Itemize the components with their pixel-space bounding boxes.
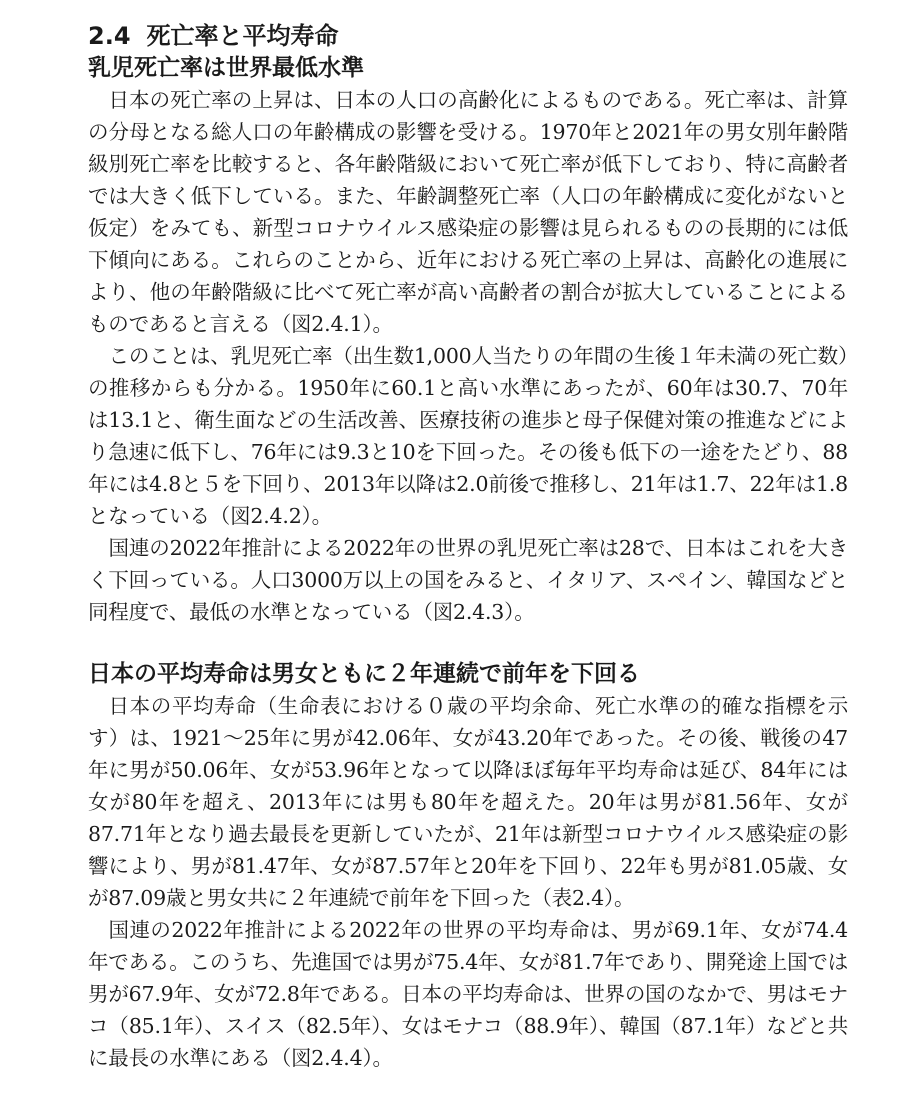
section-number: 2.4 [88,22,131,50]
paragraph: 日本の死亡率の上昇は、日本の人口の高齢化によるものである。死亡率は、計算の分母となる総人口の年齢構成の影響を受ける。1970年と2021年の男女別年齢階級別死亡率を比較すると、各年齢階級において死亡率が低下しており、特に高齢者では大きく低下している。また、年齢調整死亡率（人口の年齢構成に変化がないと仮定）をみても、新型コロナウイルス感染症の影響は見られるものの長期的には低下傾向にある。これらのことから、近年における死亡率の上昇は、高齢化の進展により、他の年齢階級に比べて死亡率が高い高齢者の割合が拡大していることによるものであると言える（図2.4.1）。 [88,88,848,336]
paragraph: 日本の平均寿命（生命表における０歳の平均余命、死亡水準の的確な指標を示す）は、1921～25年に男が42.06年、女が43.20年であった。その後、戦後の47年に男が50.06年、女が53.96年となって以降ほぼ毎年平均寿命は延び、84年には女が80年を超え、2013年には男も80年を超えた。20年は男が81.56年、女が87.71年となり過去最長を更新していたが、21年は新型コロナウイルス感染症の影響により、男が81.47年、女が87.57年と20年を下回り、22年も男が81.05歳、女が87.09歳と男女共に２年連続で前年を下回った（表2.4）。 [88,694,848,910]
paragraph: 国連の2022年推計による2022年の世界の平均寿命は、男が69.1年、女が74.4年である。このうち、先進国では男が75.4年、女が81.7年であり、開発途上国では男が67.9年、女が72.8年である。日本の平均寿命は、世界の国のなかで、男はモナコ（85.1年）、スイス（82.5年）、女はモナコ（88.9年）、韓国（87.1年）などと共に最長の水準にある（図2.4.4）。 [88,918,848,1070]
paragraph: このことは、乳児死亡率（出生数1,000人当たりの年間の生後１年未満の死亡数）の推移からも分かる。1950年に60.1と高い水準にあったが、60年は30.7、70年は13.1と、衛生面などの生活改善、医療技術の進歩と母子保健対策の推進などにより急速に低下し、76年には9.3と10を下回った。その後も低下の一途をたどり、88年には4.8と５を下回り、2013年以降は2.0前後で推移し、21年は1.7、22年は1.8となっている（図2.4.2）。 [88,344,849,528]
subsection-heading-infant-mortality: 乳児死亡率は世界最低水準 [88,55,364,81]
section-title: 死亡率と平均寿命 [146,22,339,50]
document-page [88,20,848,1074]
subsection-heading-life-expectancy: 日本の平均寿命は男女ともに２年連続で前年を下回る [88,661,640,687]
paragraph: 国連の2022年推計による2022年の世界の乳児死亡率は28で、日本はこれを大きく下回っている。人口3000万以上の国をみると、イタリア、スペイン、韓国などと同程度で、最低の水準となっている（図2.4.3）。 [88,536,848,624]
section-heading [88,20,848,52]
